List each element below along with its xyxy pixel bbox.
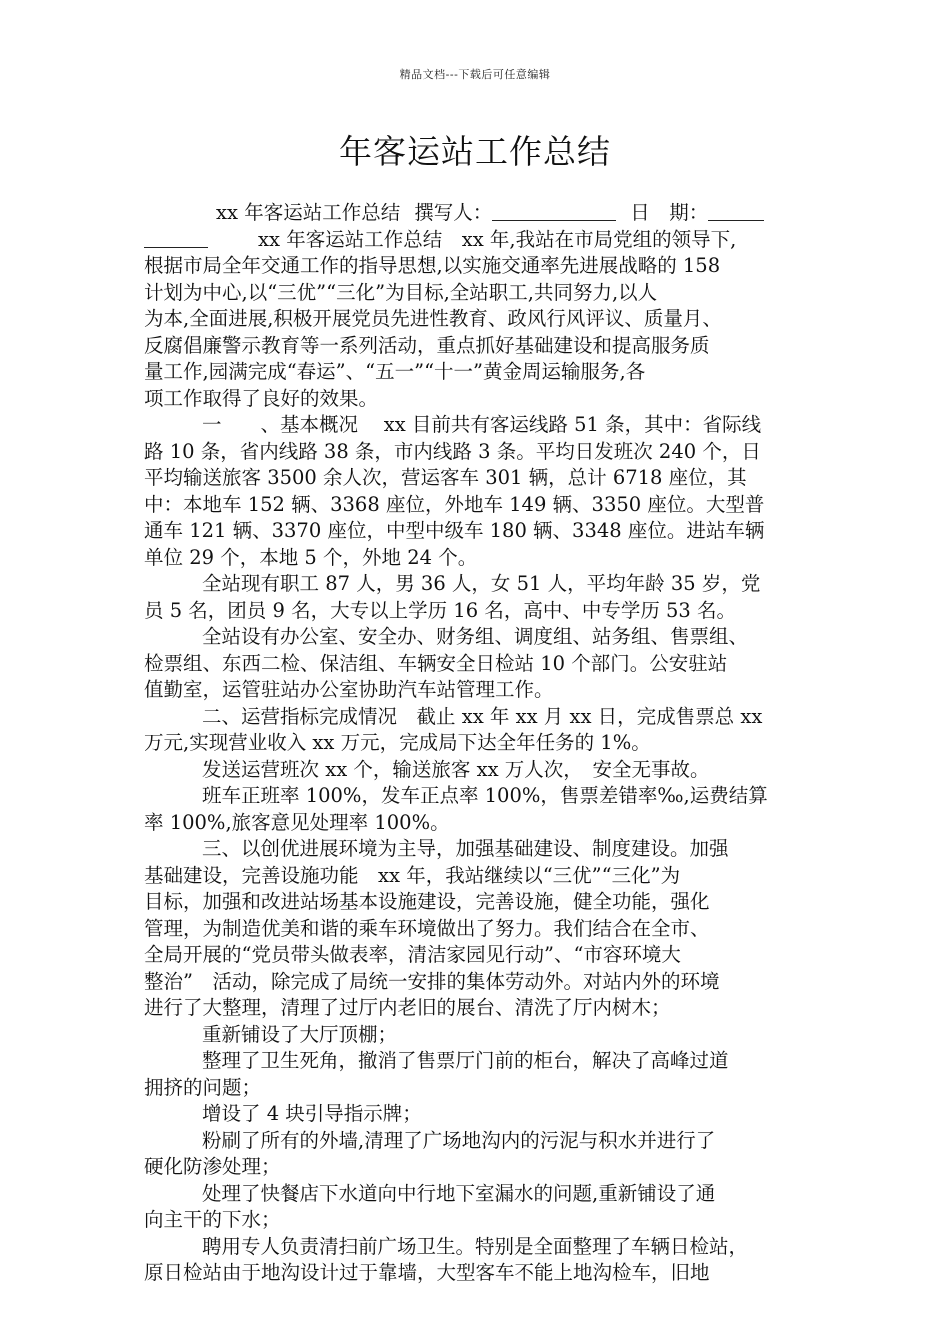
header-note: 精品文档---下载后可任意编辑 <box>399 68 551 81</box>
paragraph-line: 为本,全面进展,积极开展党员先进性教育、政风行风评议、质量月、 <box>144 307 722 330</box>
paragraph-line: 全局开展的“党员带头做表率，清洁家园见行动”、“市容环境大 <box>144 943 681 966</box>
paragraph-line: 聘用专人负责清扫前广场卫生。特别是全面整理了车辆日检站， <box>202 1234 749 1258</box>
paragraph-line: 向主干的下水； <box>144 1208 281 1231</box>
paragraph-line: 根据市局全年交通工作的指导思想,以实施交通率先进展战略的 158 <box>144 254 721 277</box>
paragraph-line: 平均输送旅客 3500 余人次，营运客车 301 辆，总计 6718 座位，其 <box>144 466 747 489</box>
paragraph-line: 中：本地车 152 辆、3368 座位，外地车 149 辆、3350 座位。大型普 <box>144 492 765 516</box>
paragraph-line: 一 、基本概况 xx 目前共有客运线路 51 条，其中：省际线 <box>202 413 762 436</box>
paragraph-line: 二、运营指标完成情况 截止 xx 年 xx 月 xx 日，完成售票总 xx <box>202 704 763 728</box>
date-label: 日 期： <box>630 201 709 224</box>
paragraph-line: 计划为中心,以“三优”“三化”为目标,全站职工,共同努力,以人 <box>144 280 658 304</box>
paragraph-line: 三、以创优进展环境为主导，加强基础建设、制度建设。加强 <box>202 837 729 860</box>
paragraph-line: 单位 29 个，本地 5 个，外地 24 个。 <box>144 545 478 569</box>
doc-name: xx 年客运站工作总结 <box>216 201 401 224</box>
paragraph-line: 目标，加强和改进站场基本设施建设，完善设施，健全功能，强化 <box>144 890 710 913</box>
paragraph-line: 通车 121 辆、3370 座位，中型中级车 180 辆、3348 座位。进站车辆 <box>144 519 765 542</box>
paragraph-line: 处理了快餐店下水道向中行地下室漏水的问题,重新铺设了通 <box>202 1181 716 1205</box>
paragraph-line: 项工作取得了良好的效果。 <box>144 386 379 410</box>
document-title: 年客运站工作总结 <box>339 132 611 171</box>
paragraph-line: 率 100%,旅客意见处理率 100%。 <box>144 810 450 834</box>
paragraph-line: 重新铺设了大厅顶棚； <box>202 1022 398 1046</box>
paragraph-line: 值勤室，运管驻站办公室协助汽车站管理工作。 <box>144 678 554 701</box>
author-label: 撰写人： <box>414 201 493 224</box>
paragraph-line: 拥挤的问题； <box>144 1075 262 1099</box>
paragraph-line: 路 10 条，省内线路 38 条，市内线路 3 条。平均日发班次 240 个，日 <box>144 439 761 463</box>
paragraph-line: 增设了 4 块引导指示牌； <box>202 1102 422 1125</box>
paragraph-line: 进行了大整理，清理了过厅内老旧的展台、清洗了厅内树木； <box>144 996 671 1019</box>
paragraph-line: 发送运营班次 xx 个，输送旅客 xx 万人次， 安全无事故。 <box>202 757 710 781</box>
date-blank-cont <box>144 227 208 248</box>
author-blank <box>492 200 616 221</box>
paragraph-line: 整治” 活动，除完成了局统一安排的集体劳动外。对站内外的环境 <box>144 969 720 993</box>
date-blank <box>708 200 764 221</box>
paragraph-line: 粉刷了所有的外墙,清理了广场地沟内的污泥与积水并进行了 <box>202 1128 716 1152</box>
paragraph-line: 基础建设，完善设施功能 xx 年，我站继续以“三优”“三化”为 <box>144 863 681 887</box>
paragraph-line: 原日检站由于地沟设计过于靠墙，大型客车不能上地沟检车，旧地 <box>144 1261 710 1284</box>
paragraph-line: 员 5 名，团员 9 名，大专以上学历 16 名，高中、中专学历 53 名。 <box>144 598 737 622</box>
meta-line <box>144 200 812 227</box>
paragraph-line: 量工作,园满完成“春运”、“五一”“十一”黄金周运输服务,各 <box>144 360 646 383</box>
paragraph-line: 万元,实现营业收入 xx 万元，完成局下达全年任务的 1%。 <box>144 731 651 754</box>
document-body <box>144 200 812 1287</box>
paragraph-line: 整理了卫生死角，撤消了售票厅门前的柜台，解决了高峰过道 <box>202 1049 729 1072</box>
paragraph-line: 检票组、东西二检、保洁组、车辆安全日检站 10 个部门。公安驻站 <box>144 651 728 675</box>
paragraph-line: 全站现有职工 87 人，男 36 人，女 51 人，平均年龄 35 岁，党 <box>202 572 761 595</box>
paragraph-line: 全站设有办公室、安全办、财务组、调度组、站务组、售票组、 <box>202 625 749 648</box>
paragraph-line: 硬化防渗处理； <box>144 1155 281 1178</box>
paragraph-line: 班车正班率 100%，发车正点率 100%，售票差错率‰,运费结算 <box>202 784 768 807</box>
paragraph-line: 管理，为制造优美和谐的乘车环境做出了努力。我们结合在全市、 <box>144 916 710 940</box>
paragraph-line: xx 年客运站工作总结 xx 年,我站在市局党组的领导下, <box>144 227 812 254</box>
paragraph-line: 反腐倡廉警示教育等一系列活动，重点抓好基础建设和提高服务质 <box>144 333 710 357</box>
